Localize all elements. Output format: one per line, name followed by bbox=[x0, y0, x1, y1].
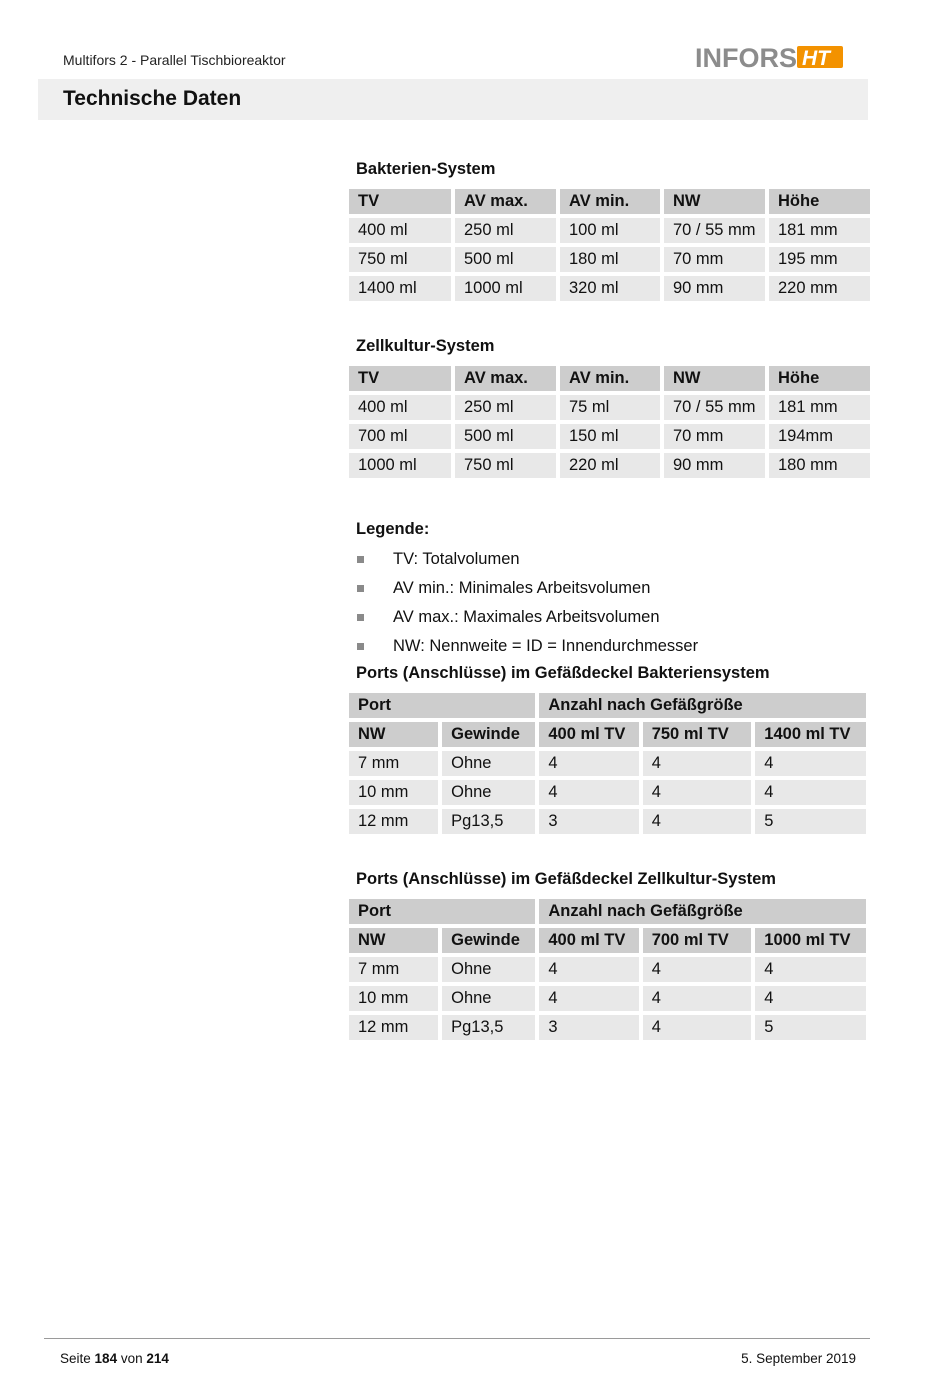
column-header: NW bbox=[349, 722, 438, 747]
column-header: AV min. bbox=[560, 366, 660, 391]
table-cell: 180 ml bbox=[560, 247, 660, 272]
table-cell: 700 ml bbox=[349, 424, 451, 449]
table-cell: 75 ml bbox=[560, 395, 660, 420]
page-total: 214 bbox=[146, 1351, 169, 1366]
column-header: TV bbox=[349, 366, 451, 391]
table-cell: Ohne bbox=[442, 751, 535, 776]
table-cell: 90 mm bbox=[664, 276, 765, 301]
table-row bbox=[349, 395, 870, 420]
table-header-row bbox=[349, 189, 870, 214]
zellkultur-heading: Zellkultur-System bbox=[356, 337, 495, 355]
table-cell: Ohne bbox=[442, 780, 535, 805]
table-cell: 220 ml bbox=[560, 453, 660, 478]
table-cell: 70 mm bbox=[664, 424, 765, 449]
legend-list bbox=[356, 548, 698, 664]
table-cell: 4 bbox=[643, 751, 752, 776]
page-current: 184 bbox=[94, 1351, 118, 1366]
column-header: AV min. bbox=[560, 189, 660, 214]
table-cell: 4 bbox=[755, 751, 866, 776]
infors-ht-logo bbox=[695, 42, 845, 72]
list-item bbox=[356, 548, 698, 577]
column-header: 400 ml TV bbox=[539, 722, 638, 747]
table-cell: 12 mm bbox=[349, 809, 438, 834]
page-title: Technische Daten bbox=[63, 87, 242, 110]
table-cell: 5 bbox=[755, 809, 866, 834]
table-row bbox=[349, 424, 870, 449]
square-bullet-icon bbox=[357, 614, 364, 621]
table-cell: 70 / 55 mm bbox=[664, 395, 765, 420]
table-cell: 70 / 55 mm bbox=[664, 218, 765, 243]
table-cell: 320 ml bbox=[560, 276, 660, 301]
table-cell: 4 bbox=[755, 986, 866, 1011]
column-header: Höhe bbox=[769, 189, 870, 214]
table-row bbox=[349, 218, 870, 243]
group-header-port: Port bbox=[349, 693, 535, 718]
page-prefix: Seite bbox=[60, 1351, 91, 1366]
table-cell: 400 ml bbox=[349, 218, 451, 243]
table-cell: 194mm bbox=[769, 424, 870, 449]
table-cell: 70 mm bbox=[664, 247, 765, 272]
table-cell: 4 bbox=[643, 780, 752, 805]
table-cell: 4 bbox=[643, 1015, 752, 1040]
ports-zellkultur-heading: Ports (Anschlüsse) im Gefäßdeckel Zellkultur-System bbox=[356, 870, 776, 888]
ports-bakterien-table bbox=[345, 689, 870, 838]
table-cell: 10 mm bbox=[349, 986, 438, 1011]
table-cell: 750 ml bbox=[455, 453, 556, 478]
table-cell: 181 mm bbox=[769, 395, 870, 420]
table-cell: 3 bbox=[539, 809, 638, 834]
column-header: NW bbox=[349, 928, 438, 953]
table-cell: 10 mm bbox=[349, 780, 438, 805]
list-item bbox=[356, 606, 698, 635]
table-group-header-row bbox=[349, 693, 866, 718]
footer-date: 5. September 2019 bbox=[741, 1351, 856, 1366]
ports-bakterien-heading: Ports (Anschlüsse) im Gefäßdeckel Bakteriensystem bbox=[356, 664, 770, 682]
table-row bbox=[349, 809, 866, 834]
legend-item-text: AV min.: Minimales Arbeitsvolumen bbox=[393, 579, 651, 597]
table-cell: 750 ml bbox=[349, 247, 451, 272]
table-cell: 7 mm bbox=[349, 957, 438, 982]
page-mid: von bbox=[120, 1351, 143, 1366]
table-cell: 4 bbox=[539, 780, 638, 805]
table-cell: 180 mm bbox=[769, 453, 870, 478]
table-cell: 90 mm bbox=[664, 453, 765, 478]
legend-item-text: NW: Nennweite = ID = Innendurchmesser bbox=[393, 637, 699, 655]
column-header: 1400 ml TV bbox=[755, 722, 866, 747]
table-row bbox=[349, 957, 866, 982]
table-cell: 4 bbox=[539, 751, 638, 776]
square-bullet-icon bbox=[357, 556, 364, 563]
column-header: 1000 ml TV bbox=[755, 928, 866, 953]
footer-divider bbox=[44, 1338, 870, 1339]
table-cell: 500 ml bbox=[455, 424, 556, 449]
legend-heading: Legende: bbox=[356, 520, 430, 538]
table-cell: 100 ml bbox=[560, 218, 660, 243]
square-bullet-icon bbox=[357, 643, 364, 650]
table-cell: 4 bbox=[755, 780, 866, 805]
column-header: 700 ml TV bbox=[643, 928, 752, 953]
table-header-row bbox=[349, 928, 866, 953]
table-header-row bbox=[349, 722, 866, 747]
table-cell: Ohne bbox=[442, 986, 535, 1011]
table-row bbox=[349, 276, 870, 301]
table-cell: 181 mm bbox=[769, 218, 870, 243]
table-cell: 4 bbox=[643, 986, 752, 1011]
table-cell: 220 mm bbox=[769, 276, 870, 301]
legend-item-text: AV max.: Maximales Arbeitsvolumen bbox=[393, 608, 660, 626]
table-row bbox=[349, 986, 866, 1011]
logo-text-ht: HT bbox=[802, 47, 830, 70]
logo-text-infors: INFORS bbox=[695, 43, 798, 72]
ports-zellkultur-table bbox=[345, 895, 870, 1044]
table-cell: 400 ml bbox=[349, 395, 451, 420]
table-group-header-row bbox=[349, 899, 866, 924]
legend-item-text: TV: Totalvolumen bbox=[393, 550, 520, 568]
table-cell: 7 mm bbox=[349, 751, 438, 776]
table-row bbox=[349, 751, 866, 776]
table-cell: 4 bbox=[755, 957, 866, 982]
column-header: NW bbox=[664, 189, 765, 214]
square-bullet-icon bbox=[357, 585, 364, 592]
list-item bbox=[356, 635, 698, 664]
zellkultur-table bbox=[345, 362, 874, 482]
column-header: 750 ml TV bbox=[643, 722, 752, 747]
column-header: NW bbox=[664, 366, 765, 391]
group-header-anzahl: Anzahl nach Gefäßgröße bbox=[539, 899, 866, 924]
table-cell: 4 bbox=[539, 986, 638, 1011]
bakterien-table bbox=[345, 185, 874, 305]
table-cell: 4 bbox=[643, 809, 752, 834]
table-cell: Pg13,5 bbox=[442, 1015, 535, 1040]
table-cell: 1000 ml bbox=[349, 453, 451, 478]
column-header: Gewinde bbox=[442, 928, 535, 953]
table-row bbox=[349, 247, 870, 272]
table-cell: 195 mm bbox=[769, 247, 870, 272]
document-subtitle: Multifors 2 - Parallel Tischbioreaktor bbox=[63, 52, 286, 68]
table-row bbox=[349, 453, 870, 478]
column-header: Höhe bbox=[769, 366, 870, 391]
table-cell: 1400 ml bbox=[349, 276, 451, 301]
column-header: Gewinde bbox=[442, 722, 535, 747]
bakterien-heading: Bakterien-System bbox=[356, 160, 496, 178]
table-cell: 3 bbox=[539, 1015, 638, 1040]
table-cell: Pg13,5 bbox=[442, 809, 535, 834]
table-row bbox=[349, 780, 866, 805]
title-bar bbox=[38, 79, 868, 120]
table-cell: 150 ml bbox=[560, 424, 660, 449]
table-cell: Ohne bbox=[442, 957, 535, 982]
column-header: AV max. bbox=[455, 366, 556, 391]
column-header: AV max. bbox=[455, 189, 556, 214]
table-cell: 250 ml bbox=[455, 395, 556, 420]
column-header: 400 ml TV bbox=[539, 928, 638, 953]
table-cell: 4 bbox=[539, 957, 638, 982]
table-header-row bbox=[349, 366, 870, 391]
group-header-port: Port bbox=[349, 899, 535, 924]
table-row bbox=[349, 1015, 866, 1040]
table-cell: 1000 ml bbox=[455, 276, 556, 301]
page-number bbox=[60, 1351, 169, 1366]
table-cell: 4 bbox=[643, 957, 752, 982]
group-header-anzahl: Anzahl nach Gefäßgröße bbox=[539, 693, 866, 718]
table-cell: 12 mm bbox=[349, 1015, 438, 1040]
column-header: TV bbox=[349, 189, 451, 214]
table-cell: 250 ml bbox=[455, 218, 556, 243]
list-item bbox=[356, 577, 698, 606]
table-cell: 500 ml bbox=[455, 247, 556, 272]
table-cell: 5 bbox=[755, 1015, 866, 1040]
